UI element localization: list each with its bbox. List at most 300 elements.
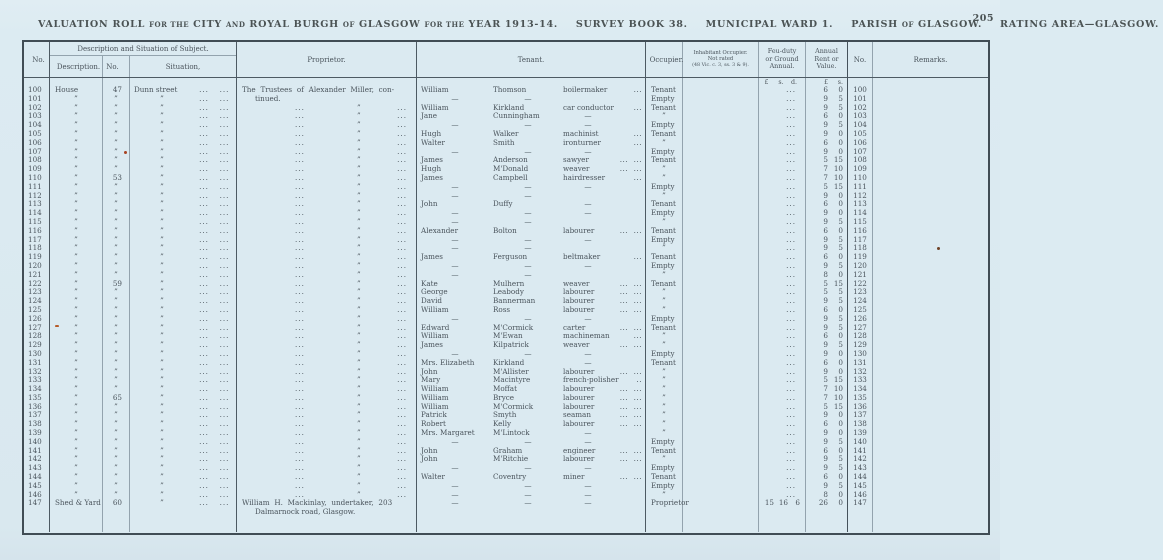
cell-remarks: [873, 236, 988, 245]
tenant-forename: —: [451, 216, 459, 226]
cell-entry-no-right: 140: [848, 438, 873, 447]
cell-street-no: ”: [103, 403, 130, 412]
tenant-forename: Walter: [421, 137, 445, 147]
leader-dots: ...: [397, 296, 407, 306]
cell-entry-no: 141: [24, 447, 50, 456]
cell-proprietor: [237, 341, 417, 350]
cell-entry-no: 132: [24, 368, 50, 377]
tenant-occupation: seaman: [563, 410, 591, 420]
rent-shillings: 0: [838, 331, 843, 341]
leader-dots: ...: [397, 340, 407, 350]
cell-entry-no-right: 109: [848, 165, 873, 174]
cell-entry-no: 117: [24, 236, 50, 245]
leader-dots: ...: [199, 137, 209, 147]
leader-dots: ...: [397, 111, 407, 121]
cell-street-no: ”: [103, 491, 130, 500]
cell-feu-duty: [759, 324, 806, 333]
cell-street-no: ”: [103, 148, 130, 157]
cell-entry-no-right: 111: [848, 183, 873, 192]
ditto-mark: ”: [357, 120, 362, 130]
cell-entry-no: 122: [24, 280, 50, 289]
tenant-forename: —: [451, 348, 459, 358]
tenant-occupation: machineman: [563, 331, 610, 341]
cell-feu-duty: [759, 244, 806, 253]
situation-text: ”: [160, 419, 164, 429]
leader-dots: ...: [295, 128, 305, 138]
title-segment: PARISH: [851, 19, 898, 30]
tenant-surname: Bryce: [493, 392, 515, 402]
leader-dots: ...: [219, 260, 230, 270]
cell-remarks: [873, 156, 988, 165]
cell-proprietor: [237, 306, 417, 315]
cell-entry-no: 145: [24, 482, 50, 491]
cell-entry-no: 124: [24, 297, 50, 306]
leader-dots: ...: [295, 357, 305, 367]
leader-dots: ...: [633, 137, 642, 147]
cell-entry-no-right: 101: [848, 95, 873, 104]
tenant-surname: —: [524, 489, 532, 499]
cell-tenant: [417, 359, 646, 368]
ditto-mark: ”: [357, 454, 362, 464]
cell-inhabitant-occupier: [683, 429, 759, 438]
situation-text: ”: [160, 348, 164, 358]
cell-street-no: 59: [103, 280, 130, 289]
cell-occupier: ”: [646, 341, 683, 350]
cell-entry-no: 104: [24, 121, 50, 130]
cell-entry-no: 131: [24, 359, 50, 368]
cell-inhabitant-occupier: [683, 411, 759, 420]
leader-dots: ...: [786, 489, 796, 499]
cell-tenant: [417, 403, 646, 412]
cell-feu-duty: [759, 192, 806, 201]
tenant-surname: Mulhern: [493, 278, 525, 288]
cell-street-no: ”: [103, 156, 130, 165]
leader-dots: ...: [295, 472, 305, 482]
cell-tenant: [417, 438, 646, 447]
ditto-mark: ”: [357, 252, 362, 262]
situation-text: ”: [160, 331, 164, 341]
leader-dots: ...: [786, 208, 796, 218]
leader-dots: ...: [199, 146, 209, 156]
table-row: [24, 262, 988, 271]
tenant-forename: Mary: [421, 375, 441, 385]
column-header-description-group: [50, 42, 237, 77]
cell-remarks: [873, 288, 988, 297]
tenant-surname: Macintyre: [493, 375, 531, 385]
tenant-occupation: —: [584, 463, 592, 473]
cell-occupier: Empty: [646, 209, 683, 218]
cell-proprietor: [237, 130, 417, 139]
leader-dots: ... ...: [619, 155, 642, 165]
situation-text: ”: [160, 208, 164, 218]
cell-proprietor: [237, 350, 417, 359]
leader-dots: ...: [199, 164, 209, 174]
leader-dots: ...: [295, 111, 305, 121]
column-header-remarks: Remarks.: [913, 55, 948, 64]
cell-entry-no-right: 113: [848, 200, 873, 209]
leader-dots: ...: [397, 366, 407, 376]
leader-dots: ...: [633, 172, 642, 182]
leader-dots: ...: [199, 181, 209, 191]
rent-pounds: 6: [823, 252, 828, 262]
cell-tenant: [417, 297, 646, 306]
tenant-surname: —: [524, 146, 532, 156]
cell-entry-no: 127: [24, 324, 50, 333]
leader-dots: ...: [219, 128, 230, 138]
tenant-forename: Edward: [421, 322, 450, 332]
rent-shillings: 0: [838, 225, 843, 235]
cell-proprietor: [237, 473, 417, 482]
table-row: [24, 183, 988, 192]
tenant-occupation: labourer: [563, 287, 595, 297]
leader-dots: ...: [219, 348, 230, 358]
rent-pounds: 9: [823, 410, 828, 420]
rent-shillings: 5: [838, 296, 843, 306]
leader-dots: ...: [219, 181, 230, 191]
rent-shillings: 5: [838, 340, 843, 350]
rent-shillings: 5: [838, 463, 843, 473]
title-segment: AND: [225, 20, 246, 29]
tenant-forename: —: [451, 436, 459, 446]
cell-remarks: [873, 306, 988, 315]
cell-entry-no-right: 108: [848, 156, 873, 165]
leader-dots: ...: [633, 331, 642, 341]
tenant-forename: —: [451, 489, 459, 499]
rent-shillings: 0: [838, 348, 843, 358]
situation-text: ”: [160, 172, 164, 182]
cell-entry-no: 126: [24, 315, 50, 324]
cell-description: ”: [50, 192, 103, 201]
leader-dots: ...: [199, 155, 209, 165]
leader-dots: ...: [219, 463, 230, 473]
leader-dots: ...: [397, 480, 407, 490]
cell-proprietor: [237, 236, 417, 245]
cell-occupier: Tenant: [646, 324, 683, 333]
cell-description: ”: [50, 271, 103, 280]
cell-entry-no: 108: [24, 156, 50, 165]
cell-occupier: ”: [646, 297, 683, 306]
leader-dots: ...: [295, 366, 305, 376]
leader-dots: ...: [199, 172, 209, 182]
leader-dots: ...: [786, 410, 796, 420]
leader-dots: ...: [397, 234, 407, 244]
cell-tenant: [417, 121, 646, 130]
cell-remarks: [873, 482, 988, 491]
leader-dots: ...: [397, 208, 407, 218]
cell-description: [50, 517, 103, 532]
leader-dots: ...: [786, 375, 796, 385]
situation-text: ”: [160, 111, 164, 121]
tenant-surname: M'Ewan: [493, 331, 523, 341]
tenant-occupation: miner: [563, 472, 585, 482]
cell-description: ”: [50, 385, 103, 394]
cell-tenant: [417, 517, 646, 532]
cell-feu-duty: [759, 368, 806, 377]
cell-proprietor: [237, 499, 417, 517]
rent-shillings: 10: [833, 164, 843, 174]
cell-street-no: [103, 517, 130, 532]
cell-occupier: Empty: [646, 315, 683, 324]
cell-street-no: ”: [103, 359, 130, 368]
cell-street-no: ”: [103, 112, 130, 121]
rent-pounds: 9: [823, 480, 828, 490]
ditto-mark: ”: [357, 199, 362, 209]
cell-proprietor: [237, 95, 417, 104]
leader-dots: ... ...: [619, 472, 642, 482]
situation-text: ”: [160, 199, 164, 209]
cell-description: House: [50, 86, 103, 95]
cell-inhabitant-occupier: [683, 95, 759, 104]
table-row: [24, 517, 988, 532]
cell-feu-duty: [759, 148, 806, 157]
tenant-forename: James: [421, 340, 443, 350]
tenant-surname: Kilpatrick: [493, 340, 529, 350]
cell-proprietor: [237, 394, 417, 403]
cell-remarks: [873, 192, 988, 201]
cell-description: ”: [50, 368, 103, 377]
cell-entry-no-right: 115: [848, 218, 873, 227]
cell-occupier: ”: [646, 394, 683, 403]
ink-speck: [124, 151, 127, 154]
cell-feu-duty: [759, 464, 806, 473]
cell-occupier: Empty: [646, 148, 683, 157]
cell-proprietor: [237, 288, 417, 297]
cell-feu-duty: [759, 447, 806, 456]
cell-description: ”: [50, 244, 103, 253]
cell-street-no: ”: [103, 130, 130, 139]
tenant-forename: John: [421, 445, 438, 455]
cell-proprietor: [237, 332, 417, 341]
tenant-surname: —: [524, 480, 532, 490]
leader-dots: ...: [397, 384, 407, 394]
rent-pounds: 9: [823, 366, 828, 376]
leader-dots: ...: [199, 313, 209, 323]
cell-feu-duty: [759, 411, 806, 420]
rent-pounds: 9: [823, 322, 828, 332]
leader-dots: ...: [397, 287, 407, 297]
leader-dots: ...: [219, 436, 230, 446]
leader-dots: ...: [199, 208, 209, 218]
cell-description: ”: [50, 253, 103, 262]
leader-dots: ...: [295, 102, 305, 112]
tenant-occupation: —: [584, 208, 592, 218]
tenant-forename: William: [421, 102, 449, 112]
cell-occupier: Tenant: [646, 200, 683, 209]
leader-dots: ...: [219, 146, 230, 156]
column-header-situation: Situation,: [165, 62, 201, 71]
cell-remarks: [873, 95, 988, 104]
cell-feu-duty: [759, 130, 806, 139]
rent-pounds: 9: [823, 243, 828, 253]
tenant-surname: Duffy: [493, 199, 513, 209]
leader-dots: ...: [219, 190, 230, 200]
cell-description: ”: [50, 139, 103, 148]
cell-entry-no: 135: [24, 394, 50, 403]
cell-feu-duty: [759, 438, 806, 447]
cell-inhabitant-occupier: [683, 359, 759, 368]
ditto-mark: ”: [357, 340, 362, 350]
leader-dots: ...: [199, 392, 209, 402]
cell-occupier: Tenant: [646, 473, 683, 482]
tenant-occupation: weaver: [563, 340, 590, 350]
cell-remarks: [873, 420, 988, 429]
leader-dots: ...: [786, 331, 796, 341]
cell-entry-no: 146: [24, 491, 50, 500]
cell-occupier: ”: [646, 491, 683, 500]
leader-dots: ...: [397, 463, 407, 473]
cell-entry-no-right: 102: [848, 104, 873, 113]
cell-feu-duty: [759, 332, 806, 341]
cell-occupier: Proprietor: [646, 499, 683, 517]
tenant-occupation: car conductor: [563, 102, 614, 112]
leader-dots: ...: [219, 269, 230, 279]
cell-inhabitant-occupier: [683, 420, 759, 429]
cell-entry-no-right: 122: [848, 280, 873, 289]
cell-proprietor: [237, 271, 417, 280]
cell-feu-duty: [759, 429, 806, 438]
cell-entry-no-right: 123: [848, 288, 873, 297]
tenant-surname: Bannerman: [493, 296, 536, 306]
rent-pounds: 9: [823, 216, 828, 226]
cell-street-no: ”: [103, 368, 130, 377]
cell-situation: [130, 499, 237, 517]
situation-text: ”: [160, 392, 164, 402]
cell-street-no: 53: [103, 174, 130, 183]
proprietor-line-2: tinued.: [255, 93, 281, 103]
cell-proprietor: [237, 280, 417, 289]
cell-inhabitant-occupier: [683, 86, 759, 95]
leader-dots: ...: [199, 260, 209, 270]
cell-proprietor: [237, 376, 417, 385]
cell-entry-no: 143: [24, 464, 50, 473]
cell-street-no: 65: [103, 394, 130, 403]
cell-remarks: [873, 183, 988, 192]
ditto-mark: ”: [357, 463, 362, 473]
tenant-forename: Patrick: [421, 410, 447, 420]
leader-dots: ...: [295, 190, 305, 200]
cell-occupier: Empty: [646, 95, 683, 104]
cell-entry-no: 113: [24, 200, 50, 209]
leader-dots: ...: [295, 296, 305, 306]
rent-pounds: 9: [823, 428, 828, 438]
cell-occupier: Empty: [646, 183, 683, 192]
tenant-surname: —: [524, 234, 532, 244]
tenant-occupation: sawyer: [563, 155, 589, 165]
rent-pounds: 9: [823, 260, 828, 270]
table-row: [24, 499, 988, 517]
leader-dots: ...: [397, 445, 407, 455]
cell-street-no: ”: [103, 244, 130, 253]
cell-feu-duty: [759, 139, 806, 148]
cell-proprietor: [237, 464, 417, 473]
leader-dots: ... ...: [619, 366, 642, 376]
tenant-occupation: —: [584, 260, 592, 270]
cell-tenant: [417, 332, 646, 341]
cell-description: ”: [50, 112, 103, 121]
cell-feu-duty: [759, 95, 806, 104]
rent-shillings: 10: [833, 172, 843, 182]
leader-dots: ...: [199, 445, 209, 455]
tenant-surname: Leabody: [493, 287, 524, 297]
cell-street-no: ”: [103, 95, 130, 104]
cell-entry-no: 129: [24, 341, 50, 350]
rent-pounds: 6: [823, 225, 828, 235]
tenant-occupation: —: [584, 199, 592, 209]
title-segment: CITY: [193, 19, 222, 30]
proprietor-line-2: Dalmarnock road, Glasgow.: [255, 507, 356, 517]
cell-street-no: ”: [103, 236, 130, 245]
leader-dots: ...: [397, 146, 407, 156]
cell-entry-no-right: 124: [848, 297, 873, 306]
cell-remarks: [873, 491, 988, 500]
leader-dots: ...: [199, 278, 209, 288]
leader-dots: ...: [295, 313, 305, 323]
leader-dots: ...: [295, 392, 305, 402]
ditto-mark: ”: [357, 190, 362, 200]
cell-remarks: [873, 139, 988, 148]
rent-pounds: 7: [823, 392, 828, 402]
cell-description: ”: [50, 148, 103, 157]
cell-occupier: ”: [646, 332, 683, 341]
ditto-mark: ”: [357, 331, 362, 341]
leader-dots: ...: [199, 436, 209, 446]
cell-proprietor: [237, 262, 417, 271]
tenant-forename: William: [421, 304, 449, 314]
cell-proprietor: [237, 174, 417, 183]
leader-dots: ...: [786, 357, 796, 367]
cell-occupier: ”: [646, 139, 683, 148]
tenant-surname: —: [524, 243, 532, 253]
situation-text: ”: [160, 489, 164, 499]
cell-inhabitant-occupier: [683, 200, 759, 209]
cell-entry-no: 103: [24, 112, 50, 121]
leader-dots: ...: [295, 489, 305, 499]
leader-dots: ...: [219, 287, 230, 297]
cell-occupier: Tenant: [646, 359, 683, 368]
leader-dots: ...: [295, 216, 305, 226]
cell-entry-no-right: 117: [848, 236, 873, 245]
tenant-occupation: engineer: [563, 445, 596, 455]
situation-text: ”: [160, 366, 164, 376]
cell-inhabitant-occupier: [683, 139, 759, 148]
ditto-mark: ”: [357, 436, 362, 446]
leader-dots: ...: [295, 348, 305, 358]
feu-pence: 6: [795, 498, 800, 508]
leader-dots: ...: [295, 340, 305, 350]
leader-dots: ...: [219, 392, 230, 402]
rent-shillings: 0: [838, 111, 843, 121]
cell-occupier: Empty: [646, 262, 683, 271]
tenant-surname: —: [524, 313, 532, 323]
cell-occupier: Empty: [646, 438, 683, 447]
leader-dots: ...: [786, 269, 796, 279]
leader-dots: ...: [219, 454, 230, 464]
proprietor-line-1: William H. Mackinlay, undertaker, 203: [242, 498, 393, 508]
leader-dots: ...: [786, 93, 796, 103]
leader-dots: ...: [786, 172, 796, 182]
cell-entry-no-right: 132: [848, 368, 873, 377]
cell-description: ”: [50, 411, 103, 420]
cell-entry-no-right: 133: [848, 376, 873, 385]
cell-entry-no-right: 138: [848, 420, 873, 429]
cell-entry-no-right: 144: [848, 473, 873, 482]
leader-dots: ...: [295, 445, 305, 455]
cell-description: ”: [50, 288, 103, 297]
leader-dots: ...: [295, 278, 305, 288]
cell-description: ”: [50, 218, 103, 227]
ditto-mark: ”: [357, 428, 362, 438]
leader-dots: ...: [786, 225, 796, 235]
